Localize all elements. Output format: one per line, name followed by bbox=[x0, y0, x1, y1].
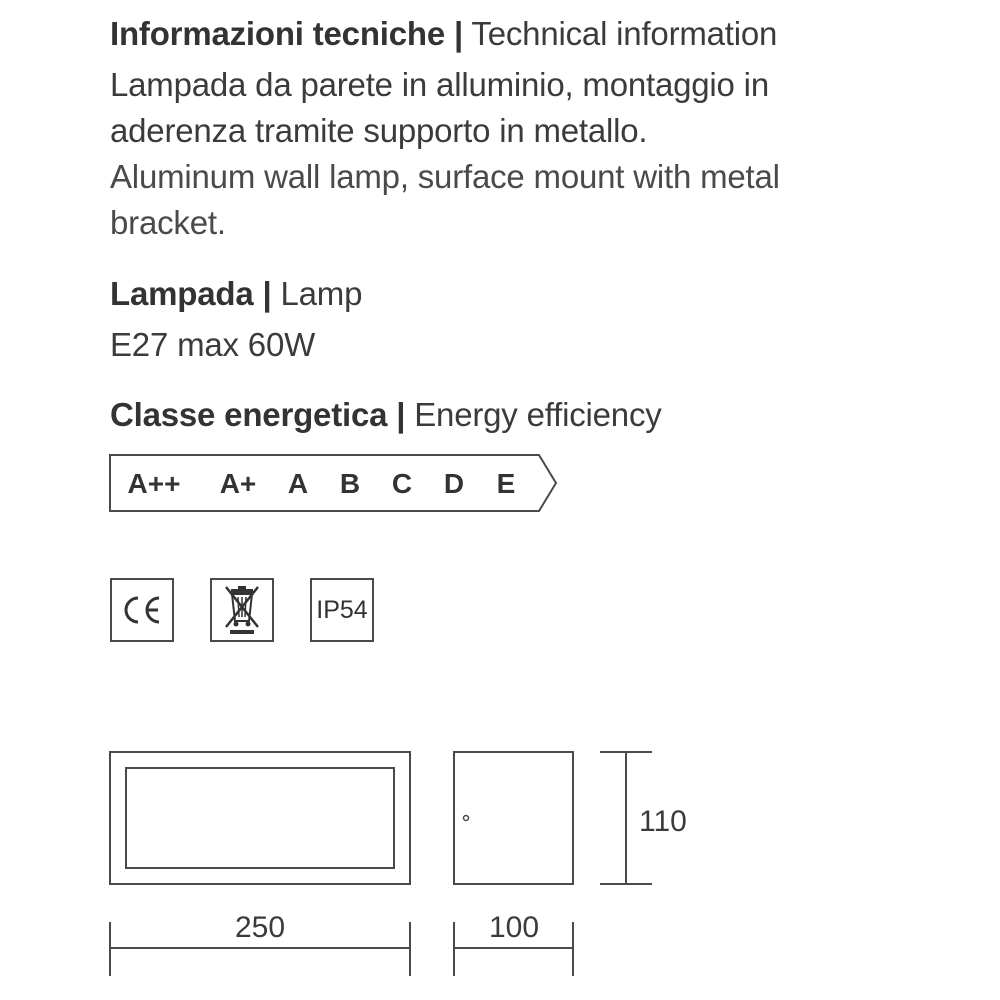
heading-separator: | bbox=[454, 15, 464, 52]
heading-separator: | bbox=[396, 396, 406, 433]
height-dimension-value: 110 bbox=[639, 805, 687, 838]
tech-info-title-it: Informazioni tecniche bbox=[110, 15, 446, 52]
desc-it-line-2: aderenza tramite supporto in metallo. bbox=[110, 112, 648, 149]
energy-class-label: A++ bbox=[127, 468, 181, 499]
front-view-outline bbox=[110, 752, 410, 884]
side-view-outline bbox=[454, 752, 573, 884]
energy-class-label: C bbox=[391, 468, 413, 499]
desc-en-line-2: bracket. bbox=[110, 204, 226, 241]
desc-en-line-1: Aluminum wall lamp, surface mount with metal bbox=[110, 158, 780, 195]
width-dimension-value: 250 bbox=[234, 911, 286, 944]
lamp-value: E27 max 60W bbox=[110, 326, 316, 363]
energy-title-en: Energy efficiency bbox=[414, 396, 662, 433]
desc-it-line-1: Lampada da parete in alluminio, montaggio in bbox=[110, 66, 769, 103]
tech-info-title-en: Technical information bbox=[471, 15, 778, 52]
lamp-title-it: Lampada bbox=[110, 275, 254, 312]
ip-rating-text: IP54 bbox=[316, 595, 368, 624]
energy-class-label: B bbox=[339, 468, 361, 499]
side-view-screw bbox=[464, 816, 469, 821]
front-view-inner-panel bbox=[126, 768, 394, 868]
heading-separator: | bbox=[262, 275, 272, 312]
energy-title-it: Classe energetica bbox=[110, 396, 388, 433]
energy-class-label: D bbox=[443, 468, 465, 499]
energy-class-label: E bbox=[496, 468, 516, 499]
lamp-title-en: Lamp bbox=[280, 275, 363, 312]
depth-dimension-value: 100 bbox=[488, 911, 540, 944]
energy-class-label: A bbox=[287, 468, 309, 499]
energy-class-label: A+ bbox=[219, 468, 257, 499]
